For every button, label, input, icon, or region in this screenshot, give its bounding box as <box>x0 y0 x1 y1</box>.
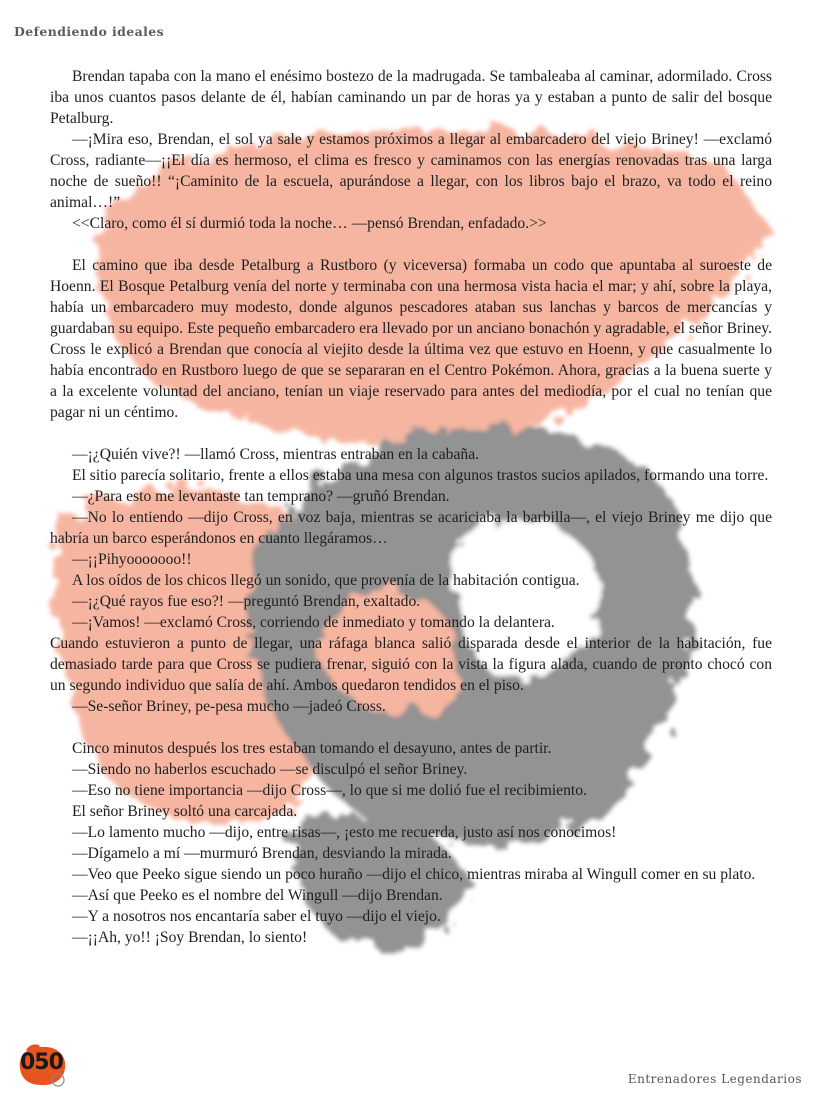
paragraph: El camino que iba desde Petalburg a Rustboro (y viceversa) formaba un codo que apuntaba al suroeste de Hoenn. El Bosque Petalburg venía del norte y terminaba con una hermosa vista hacia el mar; y ahí, sobre la playa, había un embarcadero muy modesto, donde algunos pescadores ataban sus lanchas y barcos de mercancías y guardaban su equipo. Este pequeño embarcadero era llevado por un anciano bonachón y agradable, el señor Briney. Cross le explicó a Brendan que conocía al viejito desde la última vez que estuvo en Hoenn, y que casualmente lo había encontrado en Rustboro luego de que se separaran en el Centro Pokémon. Ahora, gracias a la buena suerte y a la excelente voluntad del anciano, tenían un viaje reservado para antes del mediodía, por el cual no tenían que pagar ni un céntimo. <box>50 257 772 421</box>
book-title: Entrenadores Legendarios <box>627 1072 802 1086</box>
paragraph: —¡¿Quién vive?! —llamó Cross, mientras entraban en la cabaña. <box>72 446 480 463</box>
paragraph: —Lo lamento mucho —dijo, entre risas—, ¡esto me recuerda, justo así nos conocimos! <box>72 824 617 841</box>
paragraph: —Siendo no haberlos escuchado —se disculpó el señor Briney. <box>72 761 468 778</box>
paragraph: <<Claro, como él sí durmió toda la noche… —pensó Brendan, enfadado.>> <box>72 215 547 232</box>
page-number-badge <box>14 1038 70 1088</box>
page-body <box>50 66 772 948</box>
paragraph: El señor Briney soltó una carcajada. <box>72 803 298 820</box>
running-header: Defendiendo ideales <box>14 24 165 39</box>
paragraph: —¿Para esto me levantaste tan temprano? —gruñó Brendan. <box>72 488 450 505</box>
paragraph: —¡¿Qué rayos fue eso?! —preguntó Brendan, exaltado. <box>72 593 421 610</box>
paragraph: —Y a nosotros nos encantaría saber el tuyo —dijo el viejo. <box>72 908 441 925</box>
section-gap <box>50 717 772 738</box>
paragraph: —Veo que Peeko sigue siendo un poco huraño —dijo el chico, mientras miraba al Wingull comer en su plato. <box>72 866 756 883</box>
paragraph: —Se-señor Briney, pe-pesa mucho —jadeó Cross. <box>72 698 386 715</box>
paragraph: —Eso no tiene importancia —dijo Cross—, lo que si me dolió fue el recibimiento. <box>72 782 587 799</box>
paragraph: —Dígamelo a mí —murmuró Brendan, desviando la mirada. <box>72 845 452 862</box>
paragraph: Cinco minutos después los tres estaban tomando el desayuno, antes de partir. <box>72 740 552 757</box>
paragraph: —¡Mira eso, Brendan, el sol ya sale y estamos próximos a llegar al embarcadero del viejo Briney! —exclamó Cross, radiante—¡¡El día es hermoso, el clima es fresco y caminamos con las energías renovadas tras una larga noche de sueño!! “¡Caminito de la escuela, apurándose a llegar, con los libros bajo el brazo, va todo el reino animal…!” <box>50 131 772 211</box>
page-number: 050 <box>20 1050 63 1075</box>
section-gap <box>50 234 772 255</box>
paragraph: Cuando estuvieron a punto de llegar, una ráfaga blanca salió disparada desde el interior de la habitación, fue demasiado tarde para que Cross se pudiera frenar, siguió con la vista la figura alada, cuando de pronto chocó con un segundo individuo que salía de ahí. Ambos quedaron tendidos en el piso. <box>50 635 772 694</box>
paragraph: Brendan tapaba con la mano el enésimo bostezo de la madrugada. Se tambaleaba al caminar, adormilado. Cross iba unos cuantos pasos delante de él, habían caminando un par de horas ya y estaban a punto de salir del bosque Petalburg. <box>50 68 772 127</box>
paragraph: —¡¡Ah, yo!! ¡Soy Brendan, lo siento! <box>72 929 308 946</box>
paragraph: A los oídos de los chicos llegó un sonido, que provenía de la habitación contigua. <box>72 572 580 589</box>
paragraph: —¡Vamos! —exclamó Cross, corriendo de inmediato y tomando la delantera. <box>72 614 555 631</box>
paragraph: El sitio parecía solitario, frente a ellos estaba una mesa con algunos trastos sucios apilados, formando una torre. <box>72 467 769 484</box>
section-gap <box>50 423 772 444</box>
paragraph: —Así que Peeko es el nombre del Wingull —dijo Brendan. <box>72 887 443 904</box>
paragraph: —No lo entiendo —dijo Cross, en voz baja, mientras se acariciaba la barbilla—, el viejo Briney me dijo que habría un barco esperándonos en cuanto llegáramos… <box>50 509 772 547</box>
paragraph: —¡¡Pihyooooooo!! <box>72 551 192 568</box>
